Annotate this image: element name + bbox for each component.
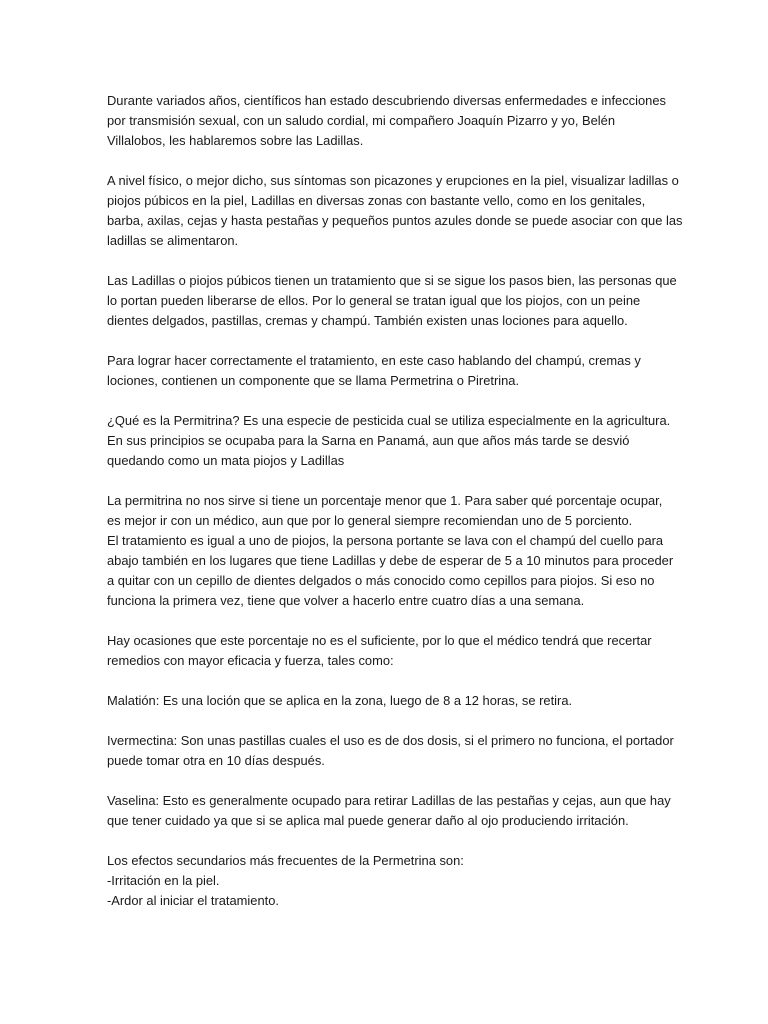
text-line: En sus principios se ocupaba para la Sarna en Panamá, aun que años más tarde se desvió [107,433,630,448]
paragraph-treatment-overview [107,271,692,331]
text-line: El tratamiento es igual a uno de piojos, la persona portante se lava con el champú del cuello para [107,533,664,548]
text-line: abajo también en los lugares que tiene Ladillas y debe de esperar de 5 a 10 minutos para proceder [107,553,674,568]
document-page [107,91,692,931]
paragraph-permetrina-component [107,351,692,391]
paragraph-malation [107,691,692,711]
text-line: lociones, contienen un componente que se llama Permetrina o Piretrina. [107,373,520,388]
text-line: Malatión: Es una loción que se aplica en la zona, luego de 8 a 12 horas, se retira. [107,693,573,708]
text-line: Las Ladillas o piojos púbicos tienen un tratamiento que si se sigue los pasos bien, las personas que [107,273,677,288]
text-line: que tener cuidado ya que si se aplica mal puede generar daño al ojo produciendo irritación. [107,813,629,828]
text-line: Los efectos secundarios más frecuentes de la Permetrina son: [107,853,464,868]
text-line: Durante variados años, científicos han estado descubriendo diversas enfermedades e infecciones [107,93,666,108]
list-item: -Ardor al iniciar el tratamiento. [107,893,279,908]
text-line: puede tomar otra en 10 días después. [107,753,325,768]
text-line: La permitrina no nos sirve si tiene un porcentaje menor que 1. Para saber qué porcentaje ocupar, [107,493,663,508]
text-line: piojos púbicos en la piel, Ladillas en diversas zonas con bastante vello, como en los genitales, [107,193,646,208]
text-line: Ivermectina: Son unas pastillas cuales el uso es de dos dosis, si el primero no funciona, el portador [107,733,674,748]
paragraph-vaselina [107,791,692,831]
text-line: Para lograr hacer correctamente el tratamiento, en este caso hablando del champú, cremas y [107,353,641,368]
text-line: lo portan pueden liberarse de ellos. Por lo general se tratan igual que los piojos, con un peine [107,293,641,308]
paragraph-stronger-remedies [107,631,692,671]
text-line: dientes delgados, pastillas, cremas y champú. También existen unas lociones para aquello. [107,313,628,328]
paragraph-dosage-and-procedure [107,491,692,611]
text-line: Vaselina: Esto es generalmente ocupado para retirar Ladillas de las pestañas y cejas, aun que hay [107,793,671,808]
text-line: a quitar con un cepillo de dientes delgados o más conocido como cepillos para piojos. Si eso no [107,573,655,588]
text-line: quedando como un mata piojos y Ladillas [107,453,345,468]
paragraph-what-is-permitrina [107,411,692,471]
text-line: por transmisión sexual, con un saludo cordial, mi compañero Joaquín Pizarro y yo, Belén [107,113,616,128]
text-line: barba, axilas, cejas y hasta pestañas y pequeños puntos azules donde se puede asociar con que las [107,213,683,228]
text-line: A nivel físico, o mejor dicho, sus síntomas son picazones y erupciones en la piel, visualizar ladillas o [107,173,679,188]
text-line: Villalobos, les hablaremos sobre las Ladillas. [107,133,364,148]
text-line: remedios con mayor eficacia y fuerza, tales como: [107,653,394,668]
paragraph-ivermectina [107,731,692,771]
text-line: funciona la primera vez, tiene que volver a hacerlo entre cuatro días a una semana. [107,593,585,608]
paragraph-introduction [107,91,692,151]
text-line: ¿Qué es la Permitrina? Es una especie de pesticida cual se utiliza especialmente en la agricultura. [107,413,671,428]
text-line: ladillas se alimentaron. [107,233,239,248]
paragraph-symptoms [107,171,692,251]
paragraph-side-effects [107,851,692,911]
text-line: es mejor ir con un médico, aun que por lo general siempre recomiendan uno de 5 porciento. [107,513,633,528]
text-line: Hay ocasiones que este porcentaje no es el suficiente, por lo que el médico tendrá que recertar [107,633,652,648]
list-item: -Irritación en la piel. [107,873,220,888]
